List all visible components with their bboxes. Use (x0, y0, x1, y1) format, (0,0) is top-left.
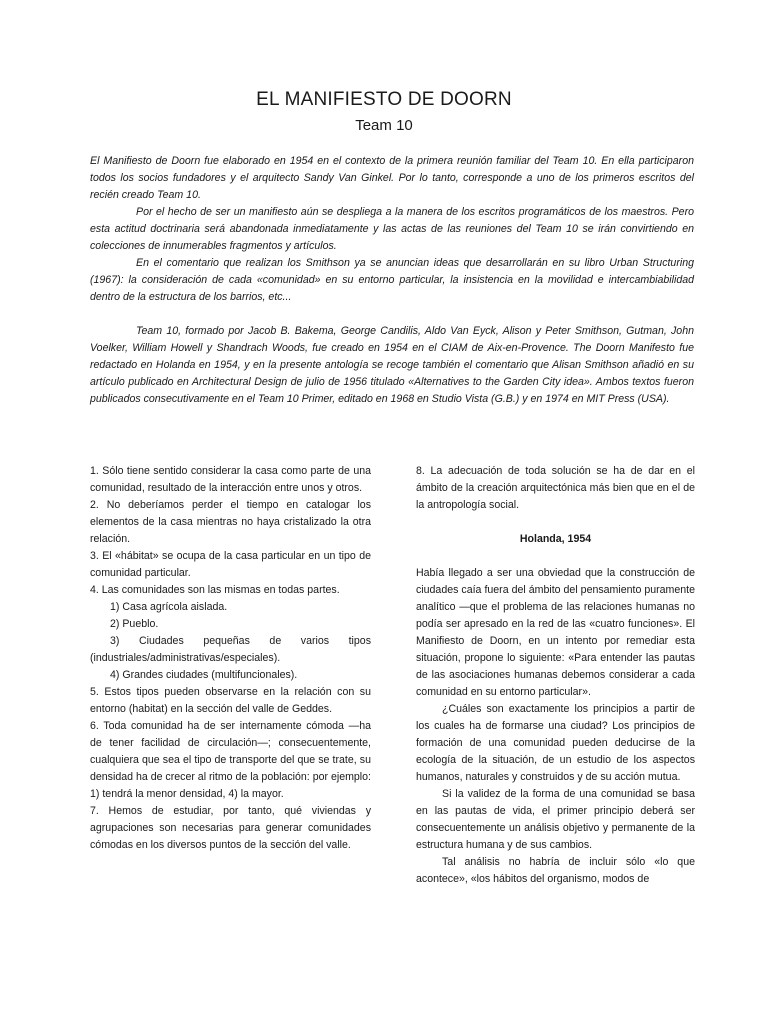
right-column (416, 463, 695, 888)
manifesto-item: 3. El «hábitat» se ocupa de la casa particular en un tipo de comunidad particular. (90, 550, 371, 579)
intro-paragraph: En el comentario que realizan los Smithson ya se anuncian ideas que desarrollarán en su libro Urban Structuring (1967): la consideración de cada «comunidad» en su entorno particular, la insistencia en la movilidad e intercambiabilidad dentro de la estructura de los barrios, etc... (90, 257, 694, 303)
commentary-paragraph: Tal análisis no habría de incluir sólo «lo que acontece», «los hábitos del organismo, modos de (416, 856, 695, 885)
manifesto-item: 2. No deberíamos perder el tiempo en catalogar los elementos de la casa mientras no haya cristalizado la otra relación. (90, 499, 371, 545)
manifesto-item: 5. Estos tipos pueden observarse en la relación con su entorno (habitat) en la sección del valle de Geddes. (90, 686, 371, 715)
community-type: 1) Casa agrícola aislada. (110, 601, 228, 613)
document-title: EL MANIFIESTO DE DOORN (256, 89, 512, 110)
community-type: 3) Ciudades pequeñas de varios tipos (industriales/administrativas/especiales). (90, 635, 371, 664)
intro-paragraph: Por el hecho de ser un manifiesto aún se despliega a la manera de los escritos programáticos de los maestros. Pero esta actitud doctrinaria será abandonada inmediatamente y las actas de las reuniones del Team 10 se irán convirtiendo en colecciones de innumerables fragmentos y artículos. (90, 206, 694, 252)
community-type: 2) Pueblo. (110, 618, 159, 630)
commentary-paragraph: Si la validez de la forma de una comunidad se basa en las pautas de vida, el primer principio deberá ser consecuentemente un análisis objetivo y permanente de la estructura humana y de sus cambios. (416, 788, 695, 851)
section-heading: Holanda, 1954 (519, 533, 592, 545)
commentary-paragraph: ¿Cuáles son exactamente los principios a partir de los cuales ha de formarse una ciudad? Los principios de formación de una comunidad pueden deducirse de la ecología de la situación, de un estudio de los aspectos humanos, naturales y construidos y de su acción mutua. (416, 703, 695, 783)
intro-paragraph: El Manifiesto de Doorn fue elaborado en 1954 en el contexto de la primera reunión familiar del Team 10. En ella participaron todos los socios fundadores y el arquitecto Sandy Van Ginkel. Por lo tanto, corresponde a uno de los primeros escritos del recién creado Team 10. (90, 155, 694, 201)
commentary-paragraph: Había llegado a ser una obviedad que la construcción de ciudades caía fuera del ámbito del pensamiento puramente analítico —que el problema de las relaciones humanas no podía ser apresado en la red de las «cuatro funciones». El Manifiesto de Doorn, en un intento por remediar esta situación, propone lo siguiente: «Para entender las pautas de las asociaciones humanas debemos considerar a cada comunidad en su entorno particular». (416, 567, 695, 698)
manifesto-item: 1. Sólo tiene sentido considerar la casa como parte de una comunidad, resultado de la interacción entre unos y otros. (90, 465, 371, 494)
manifesto-item: 8. La adecuación de toda solución se ha de dar en el ámbito de la creación arquitectónica más bien que en el de la antropología social. (416, 465, 695, 511)
intro-section (90, 153, 694, 408)
community-type: 4) Grandes ciudades (multifuncionales). (110, 669, 298, 681)
manifesto-item: 4. Las comunidades son las mismas en todas partes. (90, 584, 340, 596)
document-subtitle: Team 10 (355, 117, 413, 134)
intro-paragraph: Team 10, formado por Jacob B. Bakema, George Candilis, Aldo Van Eyck, Alison y Peter Smithson, Gutman, John Voelker, William Howell y Shandrach Woods, fue creado en 1954 en el CIAM de Aix-en-Provence. The Doorn Manifesto fue redactado en Holanda en 1954, y en la presente antología se recoge también el comentario que Alisan Smithson añadió en su artículo publicado en Architectural Design de julio de 1956 titulado «Alternatives to the Garden City idea». Ambos textos fueron publicados consecutivamente en el Team 10 Primer, editado en 1968 en Studio Vista (G.B.) y en 1974 en MIT Press (USA). (90, 325, 694, 405)
left-column (90, 463, 371, 854)
manifesto-item: 6. Toda comunidad ha de ser internamente cómoda —ha de tener facilidad de circulación—; consecuentemente, cualquiera que sea el tipo de transporte del que se trate, su densidad ha de crecer al ritmo de la población: por ejemplo: 1) tendrá la menor densidad, 4) la mayor. (90, 720, 371, 800)
manifesto-item: 7. Hemos de estudiar, por tanto, qué viviendas y agrupaciones son necesarias para generar comunidades cómodas en los diversos puntos de la sección del valle. (90, 805, 371, 851)
